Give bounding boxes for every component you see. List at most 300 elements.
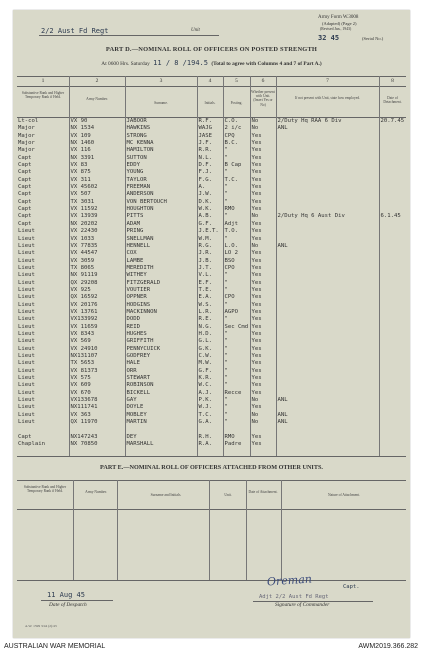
cell-surname: HAWKINS: [125, 125, 197, 132]
table-row: [17, 162, 406, 169]
cell-initials: A.J.: [197, 390, 223, 397]
cell-initials: R.H.: [197, 434, 223, 441]
form-id-line3: (Revised Jan., 1943): [320, 26, 352, 31]
cell-employment: 2/Duty Hq RAA 6 Div: [276, 118, 379, 125]
cell-present: Yes: [250, 390, 276, 397]
cell-initials: P.K.: [197, 397, 223, 404]
cell-army-number: VX133678: [69, 397, 125, 404]
col-number: 2: [95, 78, 99, 84]
cell-army-number: NX147243: [69, 434, 125, 441]
cell-rank: Lieut: [18, 272, 35, 279]
cell-employment: [276, 236, 379, 243]
cell-employment: [276, 309, 379, 316]
unit-label: Unit: [191, 28, 200, 33]
cell-present: Yes: [250, 265, 276, 272]
cell-detachment-date: [379, 353, 406, 360]
cell-detachment-date: [379, 397, 406, 404]
cell-army-number: VX 81373: [69, 368, 125, 375]
part-e-title: PART E.—NOMINAL ROLL OF OFFICERS ATTACHED FROM OTHER UNITS.: [100, 464, 323, 471]
table-row: [17, 397, 406, 404]
cell-initials: G.L.: [197, 338, 223, 345]
cell-detachment-date: [379, 324, 406, 331]
cell-detachment-date: [379, 199, 406, 206]
cell-initials: V.L.: [197, 272, 223, 279]
col-number: 5: [235, 78, 238, 84]
cell-posting: B Cap: [223, 162, 250, 169]
cell-surname: VON BERTOUCH: [125, 199, 197, 206]
cell-detachment-date: [379, 338, 406, 345]
cell-rank: Lieut: [18, 228, 35, 235]
cell-rank: Lieut: [18, 367, 35, 374]
cell-employment: [276, 360, 379, 367]
cell-surname: ROBINSON: [125, 382, 197, 389]
cell-present: Yes: [250, 404, 276, 411]
cell-present: Yes: [250, 434, 276, 441]
cell-army-number: VX 11659: [69, 324, 125, 331]
cell-initials: F.G.: [197, 177, 223, 184]
col-header-initials: Initials.: [204, 101, 216, 105]
serial-label: (Serial No.): [362, 36, 384, 41]
cell-employment: [276, 338, 379, 345]
cell-posting: ": [223, 404, 250, 411]
cell-army-number: VX 670: [69, 390, 125, 397]
cell-posting: ": [223, 191, 250, 198]
cell-rank: Capt: [18, 176, 32, 183]
cell-initials: G.A.: [197, 419, 223, 426]
cell-army-number: TX 5653: [69, 360, 125, 367]
cell-surname: LAMBE: [125, 258, 197, 265]
subtitle-date: 11 / 8 /194.5: [153, 59, 208, 67]
cell-employment: [276, 294, 379, 301]
cell-surname: DEY: [125, 434, 197, 441]
cell-detachment-date: [379, 434, 406, 441]
cell-detachment-date: [379, 147, 406, 154]
cell-detachment-date: [379, 140, 406, 147]
cell-posting: ": [223, 280, 250, 287]
cell-present: Yes: [250, 221, 276, 228]
table-row: [17, 250, 406, 257]
col-header-rank: Substantive Rank and Higher Temporary Rank if Held.: [21, 91, 65, 100]
cell-army-number: VX 45602: [69, 184, 125, 191]
table-row: [17, 346, 406, 353]
cell-army-number: VX 13761: [69, 309, 125, 316]
table-row: [17, 265, 406, 272]
table-row: [17, 294, 406, 301]
cell-surname: MC KENNA: [125, 140, 197, 147]
cell-rank: Lieut: [18, 242, 35, 249]
cell-posting: ": [223, 155, 250, 162]
part-e-col-surname: Surname and Initials.: [150, 493, 182, 497]
cell-present: Yes: [250, 191, 276, 198]
table-row: [17, 140, 406, 147]
cell-rank: [17, 426, 69, 433]
cell-posting: ": [223, 331, 250, 338]
cell-employment: [276, 184, 379, 191]
col-header-posting: Posting.: [230, 101, 243, 105]
cell-present: Yes: [250, 316, 276, 323]
table-row: [17, 338, 406, 345]
cell-army-number: TX 3031: [69, 199, 125, 206]
cell-detachment-date: [379, 133, 406, 140]
cell-surname: VOUTIER: [125, 287, 197, 294]
cell-initials: F.J.: [197, 169, 223, 176]
cell-initials: R.A.: [197, 441, 223, 448]
cell-detachment-date: [379, 294, 406, 301]
cell-posting: LO 2: [223, 250, 250, 257]
cell-army-number: VX 13939: [69, 213, 125, 220]
cell-employment: [276, 280, 379, 287]
cell-detachment-date: [379, 250, 406, 257]
cell-rank: Lieut: [18, 382, 35, 389]
table-row: [17, 243, 406, 250]
cell-initials: E.A.: [197, 294, 223, 301]
cell-army-number: VX 83: [69, 162, 125, 169]
table-row: [17, 272, 406, 279]
cell-surname: HALE: [125, 360, 197, 367]
cell-rank: Capt: [18, 433, 32, 440]
cell-army-number: VX 925: [69, 287, 125, 294]
cell-rank: Lieut: [18, 330, 35, 337]
cell-posting: T.C.: [223, 177, 250, 184]
cell-employment: [276, 346, 379, 353]
cell-present: Yes: [250, 206, 276, 213]
cell-employment: [276, 434, 379, 441]
table-row: [17, 324, 406, 331]
cell-initials: W.S.: [197, 302, 223, 309]
cell-present: Yes: [250, 250, 276, 257]
cell-detachment-date: [379, 368, 406, 375]
part-e-col-rule: [209, 480, 210, 580]
cell-rank: Lieut: [18, 257, 35, 264]
part-e-col-number: Army Number.: [85, 490, 107, 494]
table-row: [17, 155, 406, 162]
cell-posting: RMO: [223, 434, 250, 441]
cell-employment: ANL: [276, 412, 379, 419]
cell-present: Yes: [250, 147, 276, 154]
despatch-underline: [41, 600, 113, 601]
table-row: [17, 191, 406, 198]
cell-rank: Capt: [18, 169, 32, 176]
unit-name: 2/2 Aust Fd Regt: [41, 27, 109, 35]
cell-detachment-date: [379, 441, 406, 448]
cell-posting: ": [223, 412, 250, 419]
part-e-col-rule: [281, 480, 282, 580]
cell-posting: T.O.: [223, 228, 250, 235]
cell-army-number: [69, 426, 125, 433]
cell-detachment-date: [379, 243, 406, 250]
table-row: [17, 177, 406, 184]
cell-surname: STEWART: [125, 375, 197, 382]
cell-initials: WAJG: [197, 125, 223, 132]
part-e-col-rule: [73, 480, 74, 580]
cell-army-number: VX 24910: [69, 346, 125, 353]
cell-surname: COX: [125, 250, 197, 257]
cell-initials: N.G.: [197, 324, 223, 331]
cell-present: Yes: [250, 294, 276, 301]
cell-surname: GRIFFITH: [125, 338, 197, 345]
part-e-col-rank: Substantive Rank and Higher Temporary Rank if Held.: [23, 485, 67, 494]
col-header-detachment: Date of Detachment.: [383, 96, 402, 105]
col-number: 3: [159, 78, 163, 84]
cell-detachment-date: [379, 412, 406, 419]
cell-army-number: VX 311: [69, 177, 125, 184]
signature-rank: Capt.: [343, 584, 360, 590]
cell-present: No: [250, 118, 276, 125]
part-e-col-date: Date of Attachment.: [248, 490, 278, 494]
cell-rank: Capt: [18, 213, 32, 220]
cell-posting: CPQ: [223, 133, 250, 140]
cell-rank: Lieut: [18, 294, 35, 301]
col-number: 1: [41, 78, 45, 84]
signature-scrawl: Oreman: [266, 572, 313, 589]
part-e-header-row: [17, 481, 406, 509]
cell-posting: L.O.: [223, 243, 250, 250]
col-header-number: Army Number.: [86, 97, 108, 101]
cell-rank: Capt: [18, 191, 32, 198]
cell-army-number: VX 575: [69, 375, 125, 382]
cell-present: No: [250, 243, 276, 250]
cell-posting: Adjt: [223, 221, 250, 228]
table-row: [17, 147, 406, 154]
cell-initials: JASE: [197, 133, 223, 140]
cell-army-number: VX 109: [69, 133, 125, 140]
cell-posting: ": [223, 272, 250, 279]
cell-surname: [125, 426, 197, 433]
cell-initials: N.L.: [197, 155, 223, 162]
cell-posting: AGPO: [223, 309, 250, 316]
cell-detachment-date: [379, 309, 406, 316]
cell-posting: RMO: [223, 206, 250, 213]
table-row: [17, 125, 406, 132]
part-e-col-rule: [117, 480, 118, 580]
cell-army-number: VX 11592: [69, 206, 125, 213]
cell-surname: HODGINS: [125, 302, 197, 309]
cell-detachment-date: 6.1.45: [379, 213, 406, 220]
cell-army-number: VX 77835: [69, 243, 125, 250]
cell-posting: ": [223, 169, 250, 176]
cell-surname: MEREDITH: [125, 265, 197, 272]
signature-label: Signature of Commander: [275, 602, 330, 608]
part-d-bottom-rule: [17, 456, 406, 457]
cell-surname: MACKINNON: [125, 309, 197, 316]
cell-present: Yes: [250, 140, 276, 147]
unit-underline: [39, 35, 219, 36]
cell-present: Yes: [250, 360, 276, 367]
table-row: [17, 390, 406, 397]
cell-rank: Capt: [18, 198, 32, 205]
cell-employment: [276, 250, 379, 257]
archive-footer: [0, 643, 422, 653]
cell-army-number: VX 44547: [69, 250, 125, 257]
cell-initials: D.F.: [197, 162, 223, 169]
cell-army-number: NX 70850: [69, 441, 125, 448]
cell-army-number: NX 1460: [69, 140, 125, 147]
cell-surname: PENNYCUICK: [125, 346, 197, 353]
cell-surname: REID: [125, 324, 197, 331]
col-number: 8: [391, 78, 394, 84]
table-row: [17, 382, 406, 389]
subtitle-prefix: At 0600 Hrs. Saturday: [101, 61, 150, 67]
cell-present: No: [250, 419, 276, 426]
cell-surname: SUTTON: [125, 155, 197, 162]
cell-rank: Capt: [18, 184, 32, 191]
cell-army-number: VX 3059: [69, 258, 125, 265]
cell-present: Yes: [250, 169, 276, 176]
table-row: [17, 368, 406, 375]
table-row: [17, 353, 406, 360]
cell-surname: HOUGHTON: [125, 206, 197, 213]
cell-present: Yes: [250, 338, 276, 345]
form-id-line2: (Adapted) (Page 2): [322, 21, 357, 26]
col-header-surname: Surname.: [154, 101, 168, 105]
cell-posting: ": [223, 375, 250, 382]
cell-rank: Capt: [18, 154, 32, 161]
cell-posting: Padre: [223, 441, 250, 448]
cell-surname: WITHEY: [125, 272, 197, 279]
cell-employment: ANL: [276, 397, 379, 404]
table-row: [17, 228, 406, 235]
cell-detachment-date: [379, 169, 406, 176]
cell-detachment-date: [379, 155, 406, 162]
cell-detachment-date: [379, 162, 406, 169]
cell-detachment-date: [379, 382, 406, 389]
column-number-row: [17, 77, 406, 86]
cell-rank: Lieut: [18, 353, 35, 359]
cell-employment: [276, 191, 379, 198]
cell-present: Yes: [250, 228, 276, 235]
cell-posting: ": [223, 397, 250, 404]
cell-initials: W.J.: [197, 404, 223, 411]
cell-posting: ": [223, 287, 250, 294]
cell-initials: M.W.: [197, 360, 223, 367]
subtitle-suffix: (Total to agree with Columns 4 and 7 of Part A.): [211, 61, 322, 67]
cell-posting: ": [223, 338, 250, 345]
cell-rank: Major: [18, 125, 35, 132]
cell-rank: Lieut: [18, 286, 35, 293]
cell-initials: T.C.: [197, 412, 223, 419]
cell-army-number: TX 8065: [69, 265, 125, 272]
cell-initials: W.K.: [197, 206, 223, 213]
cell-present: [250, 426, 276, 433]
table-row: [17, 258, 406, 265]
cell-initials: J.W.: [197, 191, 223, 198]
cell-army-number: NX 20202: [69, 221, 125, 228]
cell-surname: SNELLMAN: [125, 236, 197, 243]
part-e-col-unit: Unit.: [224, 493, 232, 497]
cell-posting: [223, 426, 250, 433]
cell-present: Yes: [250, 441, 276, 448]
table-row: [17, 287, 406, 294]
cell-present: Yes: [250, 199, 276, 206]
cell-surname: BICKELL: [125, 390, 197, 397]
cell-employment: ANL: [276, 243, 379, 250]
cell-surname: JABOOR: [125, 118, 197, 125]
part-d-subtitle: [13, 59, 410, 67]
cell-posting: B.C.: [223, 140, 250, 147]
cell-present: Yes: [250, 331, 276, 338]
cell-detachment-date: [379, 360, 406, 367]
cell-detachment-date: [379, 280, 406, 287]
cell-present: Yes: [250, 258, 276, 265]
cell-rank: Lieut: [18, 345, 35, 352]
cell-rank: Lieut: [18, 316, 35, 323]
cell-rank: Major: [18, 147, 35, 154]
signature-adjt: Adjt 2/2 Aust Fd Regt: [259, 594, 329, 600]
cell-employment: [276, 221, 379, 228]
cell-detachment-date: [379, 272, 406, 279]
cell-employment: [276, 331, 379, 338]
cell-present: Yes: [250, 324, 276, 331]
cell-posting: ": [223, 213, 250, 220]
cell-present: Yes: [250, 375, 276, 382]
table-row: [17, 221, 406, 228]
part-e-col-nature: Nature of Attachment.: [327, 493, 361, 497]
table-row: [17, 375, 406, 382]
cell-present: Yes: [250, 162, 276, 169]
cell-rank: Lieut: [18, 411, 35, 418]
cell-posting: Recce: [223, 390, 250, 397]
cell-surname: FREEMAN: [125, 184, 197, 191]
cell-employment: [276, 177, 379, 184]
cell-detachment-date: [379, 228, 406, 235]
cell-army-number: NX 3391: [69, 155, 125, 162]
cell-employment: [276, 287, 379, 294]
cell-posting: ": [223, 368, 250, 375]
cell-present: No: [250, 213, 276, 220]
cell-posting: ": [223, 184, 250, 191]
cell-initials: G.F.: [197, 368, 223, 375]
cell-army-number: NX 91119: [69, 272, 125, 279]
cell-army-number: VX 8343: [69, 331, 125, 338]
cell-detachment-date: 20.7.45: [380, 118, 405, 124]
cell-present: Yes: [250, 302, 276, 309]
serial-number: 32 45: [318, 34, 340, 42]
cell-army-number: VX 1033: [69, 236, 125, 243]
part-e-bottom-rule: [17, 580, 406, 581]
cell-surname: HENNELL: [125, 243, 197, 250]
cell-initials: T.E.: [197, 287, 223, 294]
cell-posting: ": [223, 316, 250, 323]
cell-present: Yes: [250, 382, 276, 389]
cell-surname: HUGHES: [125, 331, 197, 338]
cell-posting: ": [223, 382, 250, 389]
cell-surname: ADAM: [125, 221, 197, 228]
cell-army-number: QX 29208: [69, 280, 125, 287]
cell-initials: R.E.: [197, 316, 223, 323]
cell-surname: MARSHALL: [125, 441, 197, 448]
cell-present: No: [250, 125, 276, 132]
cell-rank: Major: [18, 132, 35, 139]
cell-initials: [197, 426, 223, 433]
table-row: [17, 118, 406, 125]
table-row: [17, 434, 406, 441]
table-row: [17, 199, 406, 206]
cell-army-number: NX111741: [69, 404, 125, 411]
cell-initials: J.F.: [197, 140, 223, 147]
cell-posting: CPO: [223, 265, 250, 272]
cell-posting: ": [223, 302, 250, 309]
table-row: [17, 426, 406, 433]
cell-rank: Lt-col: [18, 118, 39, 124]
cell-army-number: VX133992: [69, 316, 125, 323]
cell-detachment-date: [379, 316, 406, 323]
cell-rank: Lieut: [18, 323, 35, 330]
cell-employment: [276, 147, 379, 154]
cell-detachment-date: [379, 426, 406, 433]
cell-army-number: NX131107: [69, 353, 125, 360]
form-id-line1: Army Form W.3008: [318, 15, 359, 20]
table-row: [17, 404, 406, 411]
